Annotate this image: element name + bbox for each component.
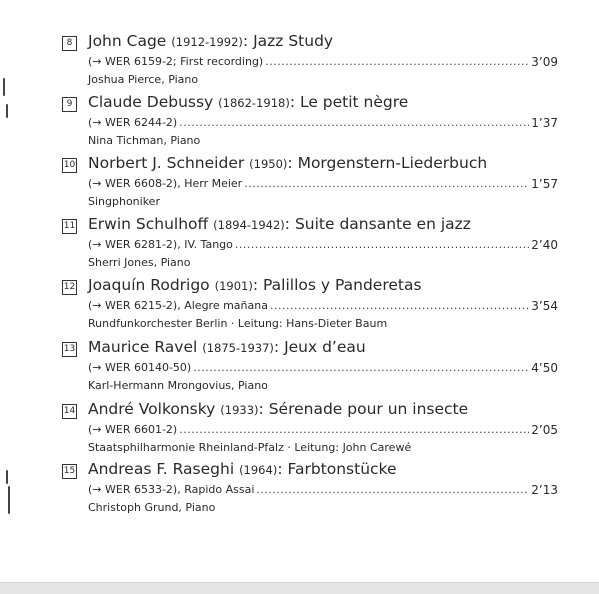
composer: Maurice Ravel — [88, 338, 198, 356]
track-entry — [60, 154, 560, 214]
binding-mark — [8, 486, 10, 514]
work-title: Palillos y Panderetas — [263, 276, 422, 294]
binding-mark — [6, 104, 8, 118]
composer: Erwin Schulhoff — [88, 215, 209, 233]
composer-dates: (1875-1937) — [202, 341, 274, 355]
performer: Rundfunkorchester Berlin · Leitung: Hans-Dieter Baum — [88, 317, 388, 330]
track-reference-line — [88, 237, 558, 253]
performer: Joshua Pierce, Piano — [88, 73, 199, 86]
performer: Christoph Grund, Piano — [88, 501, 216, 514]
composer-dates: (1894-1942) — [213, 218, 285, 232]
track-reference-line — [88, 176, 558, 192]
performer: Nina Tichman, Piano — [88, 134, 201, 147]
performer: Sherri Jones, Piano — [88, 256, 191, 269]
duration: 2’05 — [531, 423, 558, 437]
composer-dates: (1901) — [214, 279, 253, 293]
track-heading: Joaquín Rodrigo (1901): Palillos y Panderetas — [88, 276, 422, 294]
performer: Staatsphilharmonie Rheinland-Pfalz · Leitung: John Carewé — [88, 441, 412, 454]
track-heading: Claude Debussy (1862-1918): Le petit nègre — [88, 93, 409, 111]
work-title: Farbtonstücke — [287, 460, 397, 478]
composer-dates: (1950) — [249, 157, 288, 171]
track-heading: Andreas F. Raseghi (1964): Farbtonstücke — [88, 460, 397, 478]
track-reference-line — [88, 54, 558, 70]
composer-dates: (1933) — [220, 403, 259, 417]
work-title: Morgenstern-Liederbuch — [297, 154, 488, 172]
catalog-reference: (→ WER 6601-2) — [88, 423, 178, 436]
duration: 4’50 — [531, 361, 558, 375]
dot-leader — [244, 176, 529, 192]
duration: 1’37 — [531, 116, 558, 130]
track-heading: Maurice Ravel (1875-1937): Jeux d’eau — [88, 338, 366, 356]
duration: 1’57 — [531, 177, 558, 191]
track-heading: John Cage (1912-1992): Jazz Study — [88, 32, 334, 50]
track-number: 12 — [62, 280, 77, 295]
track-reference-line — [88, 115, 558, 131]
track-reference-line — [88, 298, 558, 314]
composer: Norbert J. Schneider — [88, 154, 245, 172]
performer: Karl-Hermann Mrongovius, Piano — [88, 379, 268, 392]
composer: Claude Debussy — [88, 93, 214, 111]
binding-mark — [6, 470, 8, 484]
track-entry — [60, 338, 560, 398]
catalog-reference: (→ WER 60140-50) — [88, 361, 192, 374]
composer: Andreas F. Raseghi — [88, 460, 235, 478]
dot-leader — [179, 115, 529, 131]
catalog-reference: (→ WER 6533-2), Rapido Assai — [88, 483, 255, 496]
track-reference-line — [88, 422, 558, 438]
work-title: Jazz Study — [253, 32, 334, 50]
track-number: 13 — [62, 342, 77, 357]
duration: 2’40 — [531, 238, 558, 252]
track-entry — [60, 32, 560, 92]
dot-leader — [265, 54, 529, 70]
performer: Singphoniker — [88, 195, 160, 208]
duration: 2’13 — [531, 483, 558, 497]
catalog-reference: (→ WER 6281-2), IV. Tango — [88, 238, 233, 251]
track-entry — [60, 93, 560, 153]
track-entry — [60, 215, 560, 275]
track-number: 8 — [62, 36, 77, 51]
catalog-reference: (→ WER 6215-2), Alegre mañana — [88, 299, 268, 312]
track-entry — [60, 400, 560, 460]
work-title: Sérenade pour un insecte — [268, 400, 469, 418]
track-number: 10 — [62, 158, 77, 173]
track-heading: André Volkonsky (1933): Sérenade pour un insecte — [88, 400, 469, 418]
track-reference-line — [88, 482, 558, 498]
track-heading: Erwin Schulhoff (1894-1942): Suite dansante en jazz — [88, 215, 471, 233]
catalog-reference: (→ WER 6608-2), Herr Meier — [88, 177, 243, 190]
composer-dates: (1862-1918) — [218, 96, 290, 110]
catalog-reference: (→ WER 6159-2; First recording) — [88, 55, 264, 68]
dot-leader — [235, 237, 529, 253]
work-title: Le petit nègre — [299, 93, 409, 111]
track-number: 11 — [62, 219, 77, 234]
track-heading: Norbert J. Schneider (1950): Morgenstern-Liederbuch — [88, 154, 488, 172]
track-reference-line — [88, 360, 558, 376]
dot-leader — [193, 360, 529, 376]
track-number: 15 — [62, 464, 77, 479]
composer-dates: (1912-1992) — [171, 35, 243, 49]
track-number: 9 — [62, 97, 77, 112]
dot-leader — [179, 422, 529, 438]
composer: André Volkonsky — [88, 400, 216, 418]
dot-leader — [256, 482, 529, 498]
duration: 3’54 — [531, 299, 558, 313]
dot-leader — [270, 298, 529, 314]
binding-mark — [3, 78, 5, 96]
page-bottom-edge — [0, 582, 599, 594]
work-title: Jeux d’eau — [284, 338, 366, 356]
track-entry — [60, 460, 560, 520]
track-entry — [60, 276, 560, 336]
catalog-reference: (→ WER 6244-2) — [88, 116, 178, 129]
composer-dates: (1964) — [239, 463, 278, 477]
composer: Joaquín Rodrigo — [88, 276, 210, 294]
work-title: Suite dansante en jazz — [294, 215, 471, 233]
track-number: 14 — [62, 404, 77, 419]
duration: 3’09 — [531, 55, 558, 69]
composer: John Cage — [88, 32, 167, 50]
